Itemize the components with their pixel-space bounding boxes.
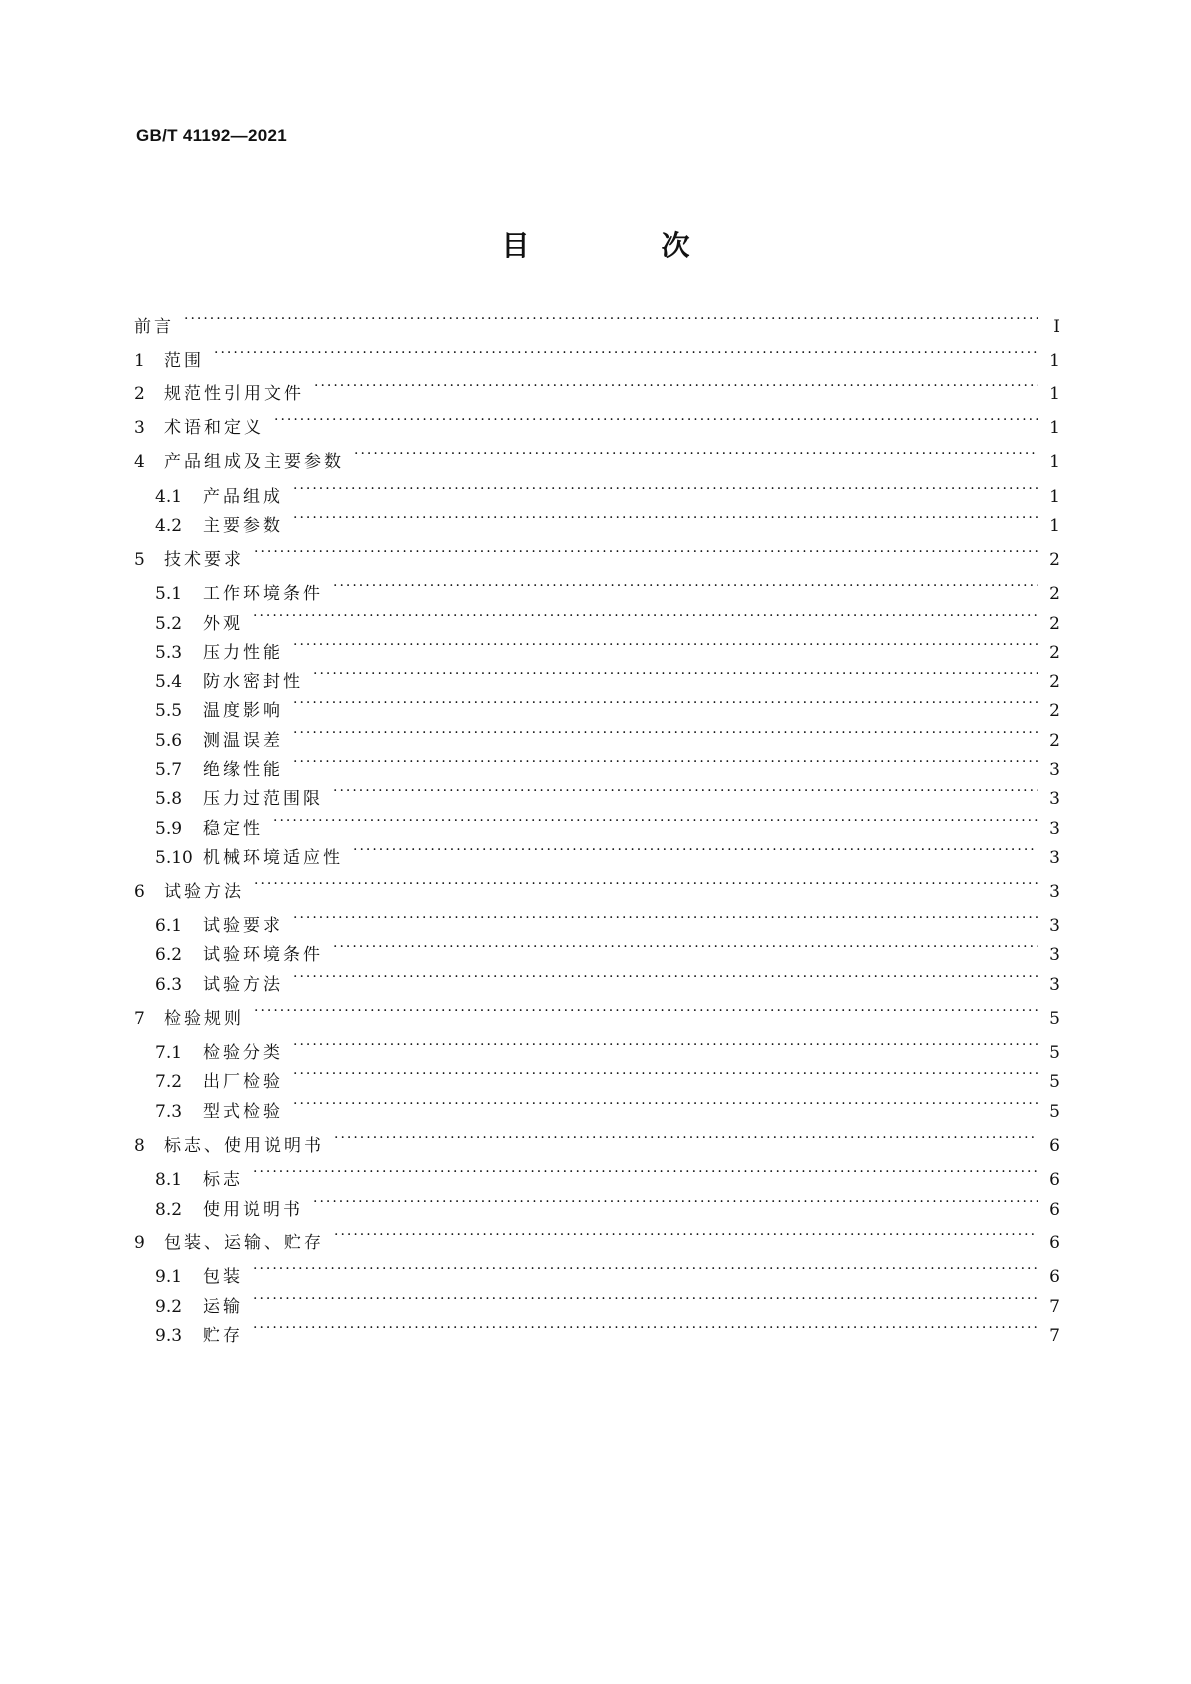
- dot-leader: [293, 1032, 1038, 1058]
- toc-entry-page: 1: [1049, 452, 1060, 472]
- toc-subentry[interactable]: [155, 749, 1060, 780]
- dot-leader: [253, 1315, 1038, 1341]
- toc-entry-number: 5.3: [155, 643, 183, 663]
- toc-entry-label: 温度影响: [203, 701, 283, 721]
- toc-entry-number: 2: [134, 384, 145, 404]
- dot-leader: [334, 1222, 1038, 1248]
- toc-entry-label: 贮存: [203, 1326, 243, 1346]
- toc-entry-number: 3: [134, 418, 145, 438]
- toc-entry-page: 3: [1049, 819, 1060, 839]
- toc-entry-number: 8: [134, 1136, 145, 1156]
- toc-entry-page: 2: [1049, 584, 1060, 604]
- toc-entry-label: 规范性引用文件: [164, 384, 304, 404]
- dot-leader: [334, 1125, 1038, 1151]
- toc-subentry[interactable]: [155, 964, 1060, 995]
- toc-entry-number: 5.10: [155, 848, 193, 868]
- toc-entry[interactable]: [134, 871, 1060, 902]
- toc-entry-number: 4.1: [155, 487, 183, 507]
- toc-entry-label: 运输: [203, 1297, 243, 1317]
- toc-subentry[interactable]: [155, 476, 1060, 507]
- toc-entry-page: 1: [1049, 516, 1060, 536]
- toc-entry-page: 2: [1049, 643, 1060, 663]
- toc-entry-page: 7: [1049, 1297, 1060, 1317]
- toc-entry-number: 7.2: [155, 1072, 183, 1092]
- toc-subentry[interactable]: [155, 1286, 1060, 1317]
- toc-entry-number: 5: [134, 550, 145, 570]
- toc-entry-label: 产品组成: [203, 487, 283, 507]
- toc-subentry[interactable]: [155, 837, 1060, 868]
- dot-leader: [273, 808, 1038, 834]
- toc-entry-page: Ⅰ: [1053, 317, 1060, 337]
- toc-entry[interactable]: [134, 1125, 1060, 1156]
- toc-subentry[interactable]: [155, 905, 1060, 936]
- toc-entry-label: 型式检验: [203, 1102, 283, 1122]
- toc-subentry[interactable]: [155, 1091, 1060, 1122]
- toc-subentry[interactable]: [155, 573, 1060, 604]
- dot-leader: [313, 1189, 1038, 1215]
- toc-entry-page: 2: [1049, 550, 1060, 570]
- dot-leader: [254, 998, 1038, 1024]
- toc-entry-page: 3: [1049, 945, 1060, 965]
- toc-entry-page: 5: [1049, 1043, 1060, 1063]
- dot-leader: [274, 407, 1038, 433]
- toc-entry-label: 压力性能: [203, 643, 283, 663]
- toc-entry-label: 前言: [134, 317, 174, 337]
- dot-leader: [353, 837, 1038, 863]
- toc-entry-number: 5.1: [155, 584, 183, 604]
- toc-entry-number: 5.7: [155, 760, 183, 780]
- toc-subentry[interactable]: [155, 690, 1060, 721]
- toc-entry-label: 机械环境适应性: [203, 848, 343, 868]
- toc-entry-label: 包装、运输、贮存: [164, 1233, 324, 1253]
- toc-entry-page: 6: [1049, 1233, 1060, 1253]
- dot-leader: [253, 603, 1038, 629]
- toc-entry-label: 试验要求: [203, 916, 283, 936]
- toc-entry-number: 6.2: [155, 945, 183, 965]
- toc-entry-page: 2: [1049, 672, 1060, 692]
- toc-entry-label: 稳定性: [203, 819, 263, 839]
- toc-entry-label: 防水密封性: [203, 672, 303, 692]
- toc-subentry[interactable]: [155, 1315, 1060, 1346]
- dot-leader: [354, 441, 1038, 467]
- toc-subentry[interactable]: [155, 632, 1060, 663]
- dot-leader: [254, 539, 1038, 565]
- toc-entry[interactable]: [134, 539, 1060, 570]
- toc-entry-page: 6: [1049, 1170, 1060, 1190]
- toc-entry-label: 压力过范围限: [203, 789, 323, 809]
- toc-entry[interactable]: [134, 998, 1060, 1029]
- toc-entry-label: 术语和定义: [164, 418, 264, 438]
- dot-leader: [293, 632, 1038, 658]
- toc-entry[interactable]: [134, 1222, 1060, 1253]
- toc-entry-page: 6: [1049, 1200, 1060, 1220]
- toc-entry-label: 试验方法: [203, 975, 283, 995]
- toc-subentry[interactable]: [155, 778, 1060, 809]
- toc-subentry[interactable]: [155, 808, 1060, 839]
- toc-entry-page: 3: [1049, 882, 1060, 902]
- dot-leader: [293, 1061, 1038, 1087]
- toc-entry-number: 5.5: [155, 701, 183, 721]
- toc-entry-page: 3: [1049, 848, 1060, 868]
- toc-entry-number: 9.3: [155, 1326, 183, 1346]
- toc-entry-page: 5: [1049, 1072, 1060, 1092]
- toc-entry-number: 5.8: [155, 789, 183, 809]
- dot-leader: [314, 373, 1038, 399]
- dot-leader: [254, 871, 1038, 897]
- dot-leader: [293, 476, 1038, 502]
- toc-entry-number: 4: [134, 452, 145, 472]
- toc-entry-number: 6.3: [155, 975, 183, 995]
- toc-entry-number: 1: [134, 351, 145, 371]
- dot-leader: [333, 934, 1038, 960]
- toc-entry-page: 5: [1049, 1009, 1060, 1029]
- toc-entry-label: 试验环境条件: [203, 945, 323, 965]
- toc-entry-number: 5.9: [155, 819, 183, 839]
- toc-entry-page: 6: [1049, 1267, 1060, 1287]
- toc-entry-label: 绝缘性能: [203, 760, 283, 780]
- toc-subentry[interactable]: [155, 1061, 1060, 1092]
- toc-subentry[interactable]: [155, 1159, 1060, 1190]
- toc-entry-label: 主要参数: [203, 516, 283, 536]
- toc-subentry[interactable]: [155, 505, 1060, 536]
- toc-entry-number: 4.2: [155, 516, 183, 536]
- toc-entry-label: 工作环境条件: [203, 584, 323, 604]
- toc-entry-label: 包装: [203, 1267, 243, 1287]
- standard-id: GB/T 41192—2021: [136, 126, 287, 145]
- toc-title: 目 次: [501, 229, 742, 262]
- dot-leader: [333, 573, 1038, 599]
- dot-leader: [214, 340, 1038, 366]
- toc-subentry[interactable]: [155, 720, 1060, 751]
- toc-entry-label: 范围: [164, 351, 204, 371]
- dot-leader: [293, 1091, 1038, 1117]
- dot-leader: [293, 905, 1038, 931]
- toc-entry-label: 测温误差: [203, 731, 283, 751]
- toc-entry-number: 9.1: [155, 1267, 183, 1287]
- toc-subentry[interactable]: [155, 1032, 1060, 1063]
- toc-entry-page: 2: [1049, 614, 1060, 634]
- toc-entry-number: 6.1: [155, 916, 183, 936]
- dot-leader: [293, 690, 1038, 716]
- toc-entry-page: 1: [1049, 384, 1060, 404]
- dot-leader: [253, 1256, 1038, 1282]
- dot-leader: [333, 778, 1038, 804]
- toc-entry-label: 检验规则: [164, 1009, 244, 1029]
- toc-entry-page: 3: [1049, 760, 1060, 780]
- toc-entry-page: 5: [1049, 1102, 1060, 1122]
- toc-entry-label: 出厂检验: [203, 1072, 283, 1092]
- toc-entry[interactable]: [134, 407, 1060, 438]
- toc-entry-number: 7: [134, 1009, 145, 1029]
- toc-entry[interactable]: [134, 441, 1060, 472]
- toc-entry-label: 外观: [203, 614, 243, 634]
- toc-entry-label: 标志: [203, 1170, 243, 1190]
- toc-entry-page: 2: [1049, 701, 1060, 721]
- toc-entry-number: 7.3: [155, 1102, 183, 1122]
- toc-entry-page: 2: [1049, 731, 1060, 751]
- toc-subentry[interactable]: [155, 603, 1060, 634]
- dot-leader: [293, 964, 1038, 990]
- toc-entry-page: 1: [1049, 418, 1060, 438]
- toc-entry-number: 7.1: [155, 1043, 183, 1063]
- dot-leader: [293, 505, 1038, 531]
- toc-entry-page: 3: [1049, 789, 1060, 809]
- toc-entry-number: 5.2: [155, 614, 183, 634]
- toc-entry-number: 9: [134, 1233, 145, 1253]
- dot-leader: [184, 306, 1038, 332]
- toc-entry-label: 检验分类: [203, 1043, 283, 1063]
- toc-entry-page: 1: [1049, 487, 1060, 507]
- toc-entry-label: 标志、使用说明书: [164, 1136, 324, 1156]
- toc-entry-page: 3: [1049, 916, 1060, 936]
- dot-leader: [293, 720, 1038, 746]
- toc-entry-number: 6: [134, 882, 145, 902]
- toc-subentry[interactable]: [155, 1256, 1060, 1287]
- toc-entry-number: 8.2: [155, 1200, 183, 1220]
- toc-entry[interactable]: [134, 373, 1060, 404]
- dot-leader: [313, 661, 1038, 687]
- toc-entry-label: 试验方法: [164, 882, 244, 902]
- dot-leader: [293, 749, 1038, 775]
- toc-entry-page: 7: [1049, 1326, 1060, 1346]
- toc-entry[interactable]: [134, 306, 1060, 337]
- toc-entry-number: 8.1: [155, 1170, 183, 1190]
- toc-entry-number: 5.6: [155, 731, 183, 751]
- dot-leader: [253, 1286, 1038, 1312]
- toc-subentry[interactable]: [155, 934, 1060, 965]
- toc-entry-label: 产品组成及主要参数: [164, 452, 344, 472]
- toc-entry-page: 3: [1049, 975, 1060, 995]
- toc-entry-number: 5.4: [155, 672, 183, 692]
- toc-entry-label: 技术要求: [164, 550, 244, 570]
- toc-subentry[interactable]: [155, 1189, 1060, 1220]
- toc-entry-label: 使用说明书: [203, 1200, 303, 1220]
- toc-entry[interactable]: [134, 340, 1060, 371]
- toc-subentry[interactable]: [155, 661, 1060, 692]
- toc-entry-number: 9.2: [155, 1297, 183, 1317]
- toc-entry-page: 1: [1049, 351, 1060, 371]
- dot-leader: [253, 1159, 1038, 1185]
- toc-entry-page: 6: [1049, 1136, 1060, 1156]
